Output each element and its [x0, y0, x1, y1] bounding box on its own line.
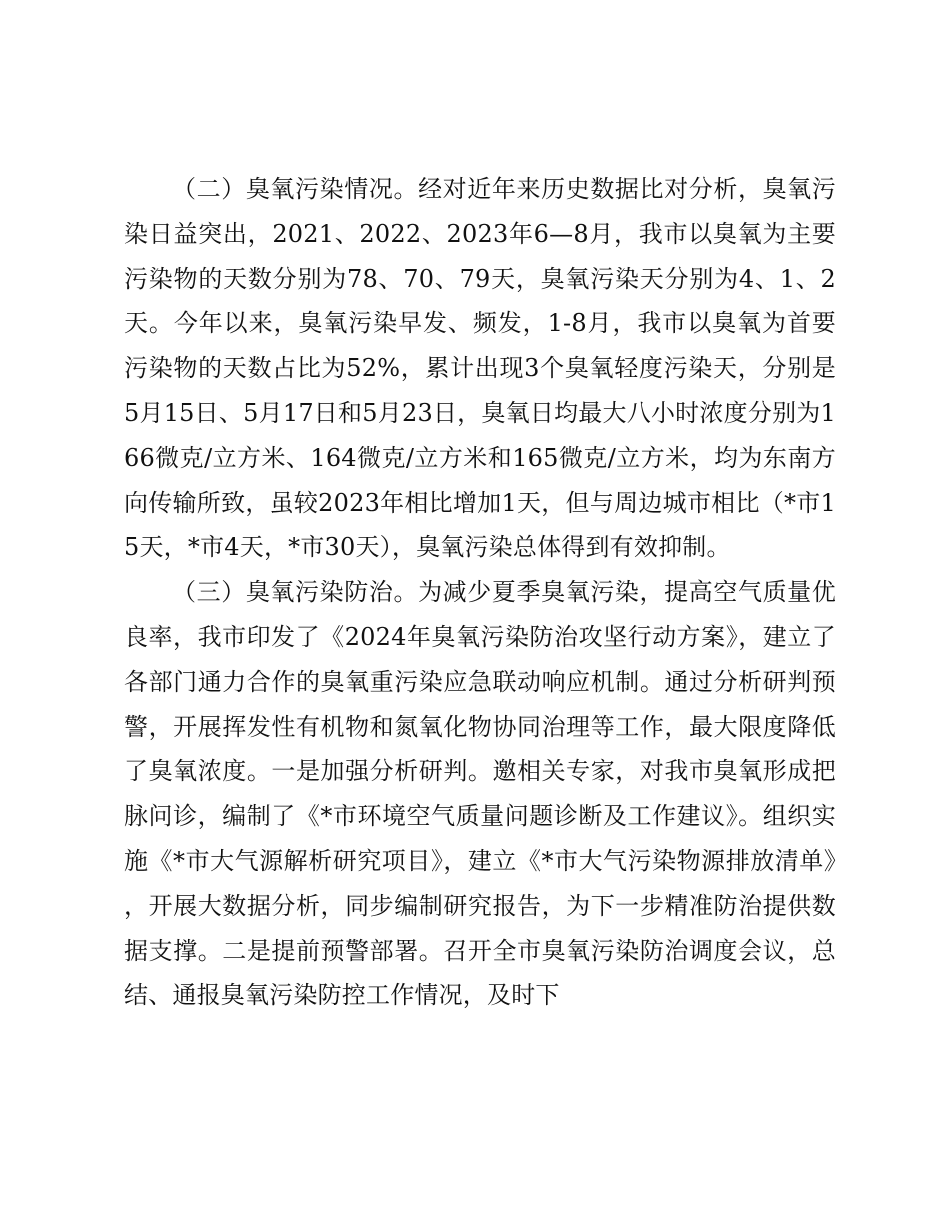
paragraph-ozone-pollution-situation: （二）臭氧污染情况。经对近年来历史数据比对分析，臭氧污染日益突出，2021、2022、2023年6—8月，我市以臭氧为主要污染物的天数分别为78、70、79天，臭氧污染天分别为4、1、2天。今年以来，臭氧污染早发、频发，1-8月，我市以臭氧为首要污染物的天数占比为52%，累计出现3个臭氧轻度污染天，分别是5月15日、5月17日和5月23日，臭氧日均最大八小时浓度分别为166微克/立方米、164微克/立方米和165微克/立方米，均为东南方向传输所致，虽较2023年相比增加1天，但与周边城市相比（*市15天，*市4天，*市30天），臭氧污染总体得到有效抑制。 — [124, 175, 836, 562]
paragraph-ozone-pollution-prevention: （三）臭氧污染防治。为减少夏季臭氧污染，提高空气质量优良率，我市印发了《2024年臭氧污染防治攻坚行动方案》，建立了各部门通力合作的臭氧重污染应急联动响应机制。通过分析研判预警，开展挥发性有机物和氮氧化物协同治理等工作，最大限度降低了臭氧浓度。一是加强分析研判。邀相关专家，对我市臭氧形成把脉问诊，编制了《*市环境空气质量问题诊断及工作建议》。组织实施《*市大气源解析研究项目》，建立《*市大气污染物源排放清单》，开展大数据分析，同步编制研究报告，为下一步精准防治提供数据支撑。二是提前预警部署。召开全市臭氧污染防治调度会议，总结、通报臭氧污染防控工作情况，及时下 — [124, 578, 836, 1010]
document-body — [124, 167, 836, 1018]
